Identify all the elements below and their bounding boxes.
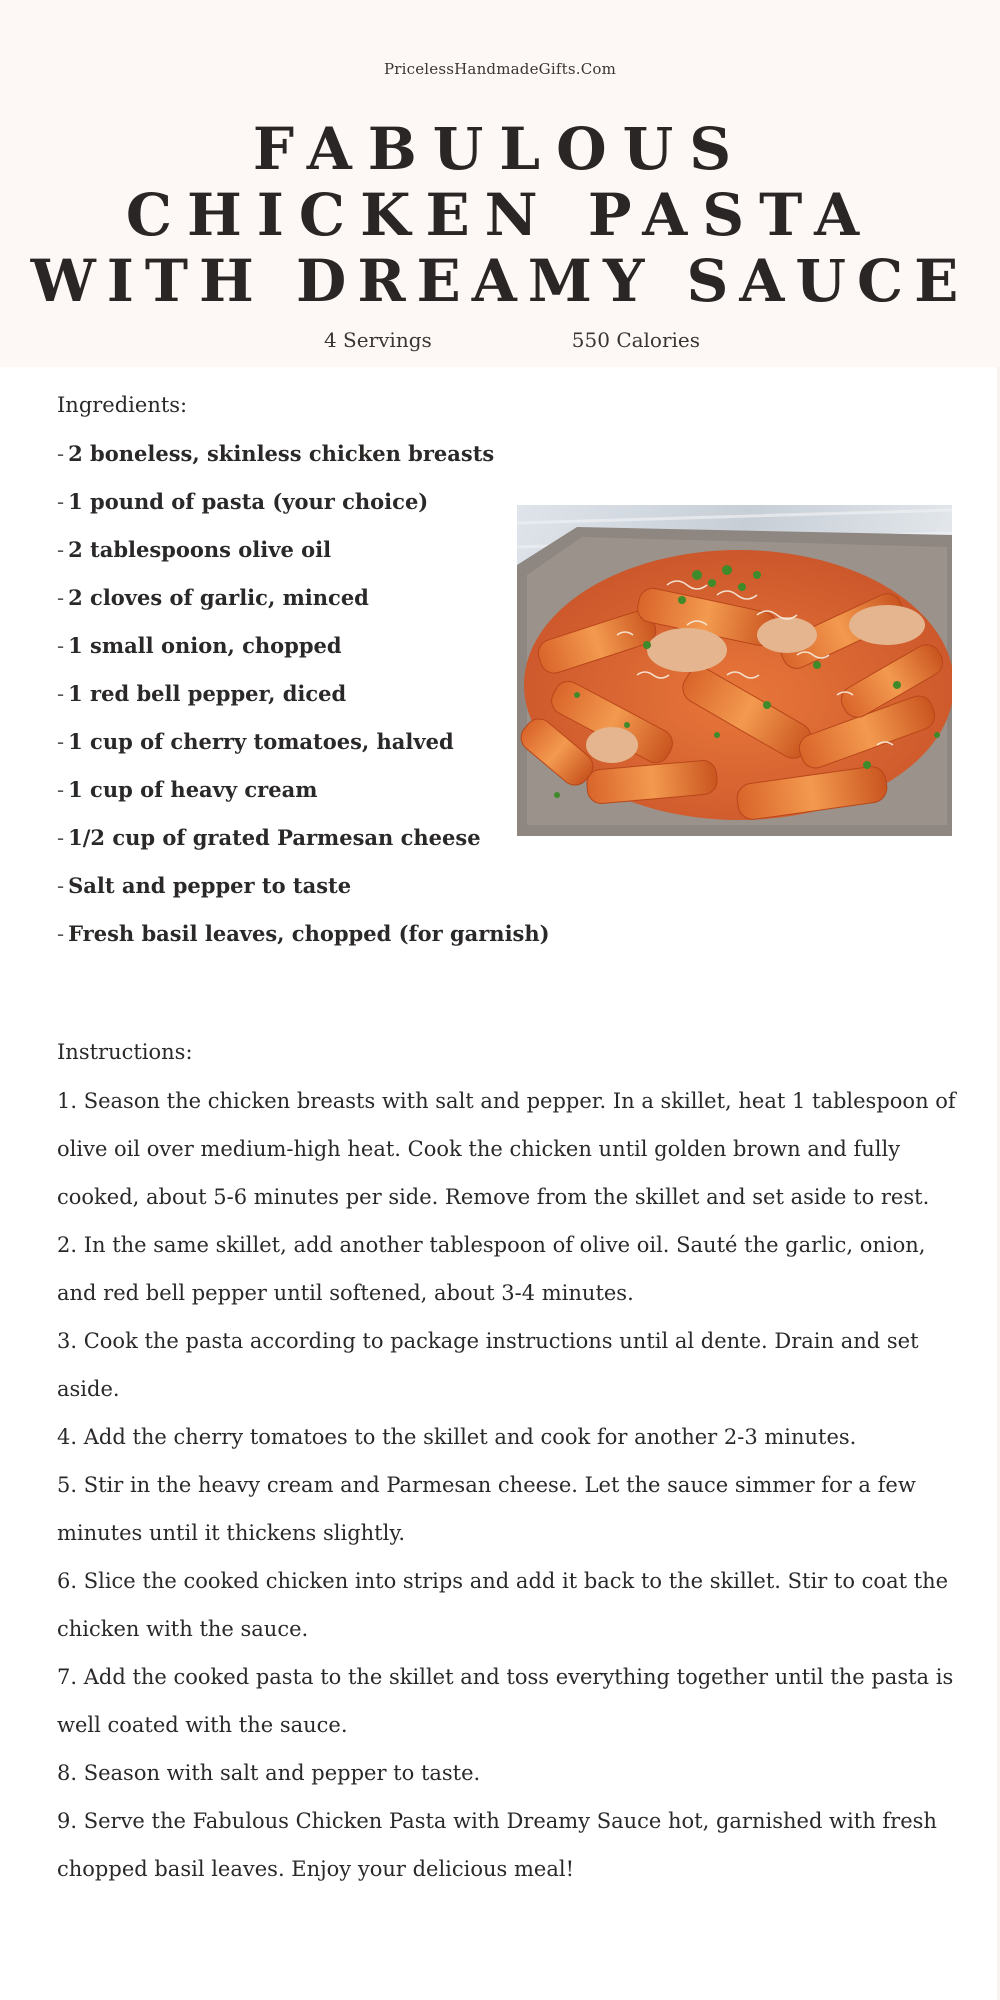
instruction-step: 9. Serve the Fabulous Chicken Pasta with Dreamy Sauce hot, garnished with fresh chopped basil leaves. Enjoy your delicious meal! bbox=[57, 1809, 937, 1881]
recipe-header bbox=[0, 0, 1000, 367]
instructions-list bbox=[57, 1077, 957, 1893]
ingredient-item: - 1 pound of pasta (your choice) bbox=[57, 489, 429, 514]
recipe-title-line-1: FABULOUS bbox=[252, 115, 748, 183]
instruction-step: 6. Slice the cooked chicken into strips and add it back to the skillet. Stir to coat the chicken with the sauce. bbox=[57, 1569, 949, 1641]
list-dash: - bbox=[57, 442, 65, 466]
instruction-step: 3. Cook the pasta according to package instructions until al dente. Drain and set aside. bbox=[57, 1329, 919, 1401]
ingredient-item: - 1 small onion, chopped bbox=[57, 633, 342, 658]
instructions-heading: Instructions: bbox=[57, 1040, 193, 1064]
ingredients-list bbox=[57, 430, 550, 958]
ingredient-item: - 2 boneless, skinless chicken breasts bbox=[57, 441, 495, 466]
ingredient-item: - 2 tablespoons olive oil bbox=[57, 537, 332, 562]
instruction-step: 7. Add the cooked pasta to the skillet and toss everything together until the pasta is well coated with the sauce. bbox=[57, 1665, 954, 1737]
ingredient-item: - 1 cup of cherry tomatoes, halved bbox=[57, 729, 454, 754]
list-dash: - bbox=[57, 586, 65, 610]
list-dash: - bbox=[57, 922, 65, 946]
pasta-photo-illustration bbox=[517, 505, 952, 836]
instruction-step: 2. In the same skillet, add another tablespoon of olive oil. Sauté the garlic, onion, and red bell pepper until softened, about 3-4 minutes. bbox=[57, 1233, 926, 1305]
ingredient-item: - Fresh basil leaves, chopped (for garnish) bbox=[57, 921, 550, 946]
list-dash: - bbox=[57, 826, 65, 850]
ingredient-item: - 1/2 cup of grated Parmesan cheese bbox=[57, 825, 481, 850]
ingredient-item: - 2 cloves of garlic, minced bbox=[57, 585, 369, 610]
list-dash: - bbox=[57, 874, 65, 898]
calories: 550 Calories bbox=[571, 328, 701, 352]
servings: 4 Servings bbox=[323, 328, 432, 352]
list-dash: - bbox=[57, 634, 65, 658]
list-dash: - bbox=[57, 682, 65, 706]
instruction-step: 4. Add the cherry tomatoes to the skillet and cook for another 2-3 minutes. bbox=[57, 1425, 857, 1449]
ingredients-heading: Ingredients: bbox=[57, 393, 188, 417]
ingredient-item: - 1 cup of heavy cream bbox=[57, 777, 318, 802]
list-dash: - bbox=[57, 490, 65, 514]
recipe-title-line-3: WITH DREAMY SAUCE bbox=[30, 247, 970, 315]
instruction-step: 1. Season the chicken breasts with salt and pepper. In a skillet, heat 1 tablespoon of olive oil over medium-high heat. Cook the chicken until golden brown and fully cooked, about 5-6 minutes per side. Remove from the skillet and set aside to rest. bbox=[57, 1089, 956, 1209]
recipe-meta bbox=[0, 328, 1000, 352]
instruction-step: 5. Stir in the heavy cream and Parmesan cheese. Let the sauce simmer for a few minutes until it thickens slightly. bbox=[57, 1473, 916, 1545]
site-name: PricelessHandmadeGifts.Com bbox=[383, 60, 617, 78]
list-dash: - bbox=[57, 538, 65, 562]
ingredient-item: - Salt and pepper to taste bbox=[57, 873, 352, 898]
recipe-title-line-2: CHICKEN PASTA bbox=[125, 181, 875, 249]
instruction-step: 8. Season with salt and pepper to taste. bbox=[57, 1761, 481, 1785]
ingredient-item: - 1 red bell pepper, diced bbox=[57, 681, 347, 706]
list-dash: - bbox=[57, 778, 65, 802]
pasta-photo bbox=[517, 505, 952, 836]
list-dash: - bbox=[57, 730, 65, 754]
